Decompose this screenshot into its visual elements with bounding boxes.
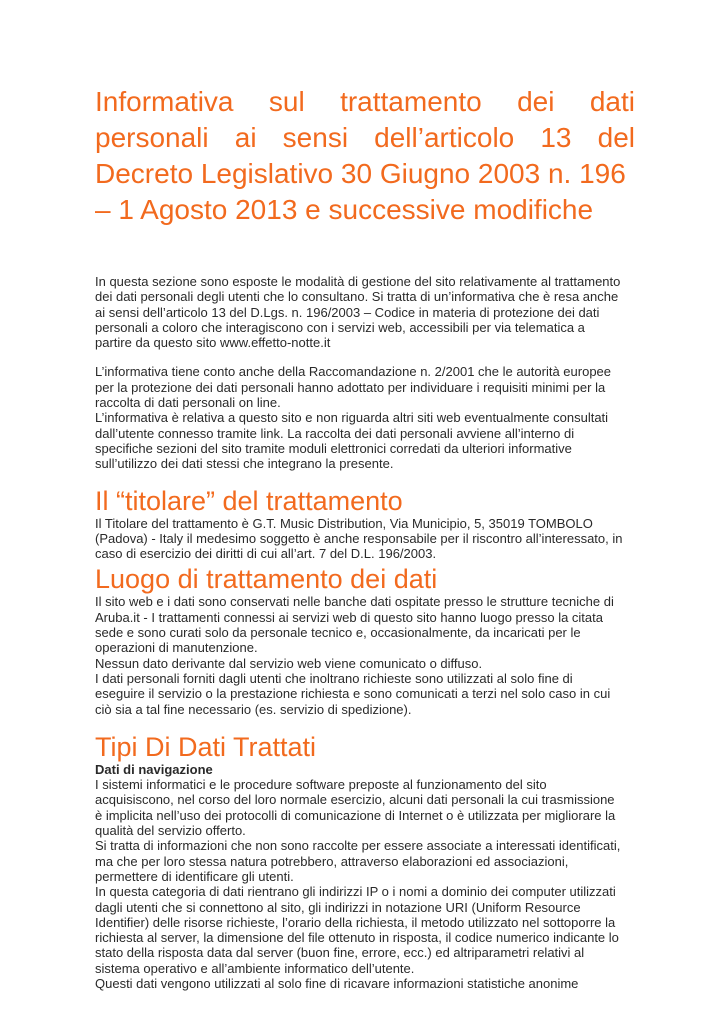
text-line: qualità del servizio offerto. — [95, 823, 246, 839]
section-heading-luogo: Luogo di trattamento dei dati — [95, 564, 438, 595]
section-heading-tipi: Tipi Di Dati Trattati — [95, 731, 317, 762]
recommendation-paragraph — [95, 364, 635, 471]
text-line: acquisiscono, nel corso del loro normale esercizio, alcuni dati personali la cui trasmissione — [95, 792, 615, 808]
text-line: Nessun dato derivante dal servizio web viene comunicato o diffuso. — [95, 655, 483, 671]
title-line: Informativa sul trattamento dei dati — [95, 86, 635, 117]
tipi-paragraph — [95, 762, 635, 991]
text-line: richiesta al server, la dimensione del file ottenuto in risposta, il codice numerico indicante lo — [95, 930, 619, 946]
text-line: dall’utente connesso tramite link. La raccolta dei dati personali avviene all’interno di — [95, 425, 575, 441]
text-line: ma che per loro stessa natura potrebbero, attraverso elaborazioni ed associazioni, — [95, 853, 569, 869]
subheading-dati-navigazione: Dati di navigazione — [95, 761, 213, 777]
text-line: L’informativa è relativa a questo sito e non riguarda altri siti web eventualmente consultati — [95, 410, 609, 426]
text-line: Questi dati vengono utilizzati al solo fine di ricavare informazioni statistiche anonime — [95, 975, 579, 991]
text-line: I dati personali forniti dagli utenti che inoltrano richieste sono utilizzati al solo fine di — [95, 670, 573, 686]
text-line: stato della risposta data dal server (buon fine, errore, ecc.) ed altriparametri relativi al — [95, 945, 585, 961]
text-line: ai sensi dell’articolo 13 del D.Lgs. n. 196/2003 – Codice in materia di protezione dei dati — [95, 304, 600, 320]
text-line: raccolta di dati personali on line. — [95, 395, 281, 411]
title-line: – 1 Agosto 2013 e successive modifiche — [95, 194, 594, 225]
text-line: L’informativa tiene conto anche della Raccomandazione n. 2/2001 che le autorità europee — [95, 364, 612, 380]
text-line: dei dati personali degli utenti che lo consultano. Si tratta di un’informativa che è resa anche — [95, 289, 619, 305]
title-line: Decreto Legislativo 30 Giugno 2003 n. 196 — [95, 158, 626, 189]
text-line: Il Titolare del trattamento è G.T. Music Distribution, Via Municipio, 5, 35019 TOMBOLO — [95, 515, 593, 531]
text-line: ciò sia a tal fine necessario (es. servizio di spedizione). — [95, 701, 412, 717]
text-line: sull’utilizzo dei dati stessi che integrano la presente. — [95, 456, 394, 472]
text-line: specifiche sezioni del sito tramite moduli elettronici corredati da ulteriori informative — [95, 440, 572, 456]
section-heading-titolare: Il “titolare” del trattamento — [95, 485, 403, 516]
text-line: (Padova) - Italy il medesimo soggetto è anche responsabile per il riscontro all’interessato, in — [95, 530, 623, 546]
text-line: è implicita nell’uso dei protocolli di comunicazione di Internet o è utilizzata per migliorare la — [95, 807, 616, 823]
text-line: operazioni di manutenzione. — [95, 640, 258, 656]
text-line: I sistemi informatici e le procedure software preposte al funzionamento del sito — [95, 777, 547, 793]
text-line: Aruba.it - I trattamenti connessi ai servizi web di questo sito hanno luogo presso la citata — [95, 609, 603, 625]
luogo-paragraph — [95, 594, 635, 716]
text-line: per la protezione dei dati personali hanno adottato per individuare i requisiti minimi per la — [95, 379, 606, 395]
text-line: permettere di identificare gli utenti. — [95, 868, 294, 884]
document-page — [95, 84, 635, 991]
text-line: sistema operativo e all’ambiente informatico dell’utente. — [95, 960, 415, 976]
text-line: caso di esercizio dei diritti di cui all’art. 7 del D.L. 196/2003. — [95, 546, 437, 562]
text-line: Identifier) delle risorse richieste, l’orario della richiesta, il metodo utilizzato nel sottoporre la — [95, 914, 616, 930]
text-line: Si tratta di informazioni che non sono raccolte per essere associate a interessati identificati, — [95, 838, 621, 854]
title-line: personali ai sensi dell’articolo 13 del — [95, 122, 635, 153]
text-line: dagli utenti che si connettono al sito, gli indirizzi in notazione URI (Uniform Resource — [95, 899, 581, 915]
titolare-paragraph — [95, 516, 635, 562]
text-line: eseguire il servizio o la prestazione richiesta e sono comunicati a terzi nel solo caso in cui — [95, 686, 611, 702]
text-line: In questa sezione sono esposte le modalità di gestione del sito relativamente al trattamento — [95, 274, 621, 289]
text-line: personali a coloro che interagiscono con i servizi web, accessibili per via telematica a — [95, 319, 585, 335]
text-line: sede e sono curati solo da personale tecnico e, occasionalmente, da incaricati per le — [95, 625, 581, 641]
document-title — [95, 84, 635, 228]
text-line: In questa categoria di dati rientrano gli indirizzi IP o i nomi a dominio dei computer utilizzati — [95, 884, 616, 900]
text-line: Il sito web e i dati sono conservati nelle banche dati ospitate presso le strutture tecniche di — [95, 594, 614, 610]
intro-paragraph — [95, 274, 635, 350]
text-line: partire da questo sito www.effetto-notte.it — [95, 335, 331, 351]
